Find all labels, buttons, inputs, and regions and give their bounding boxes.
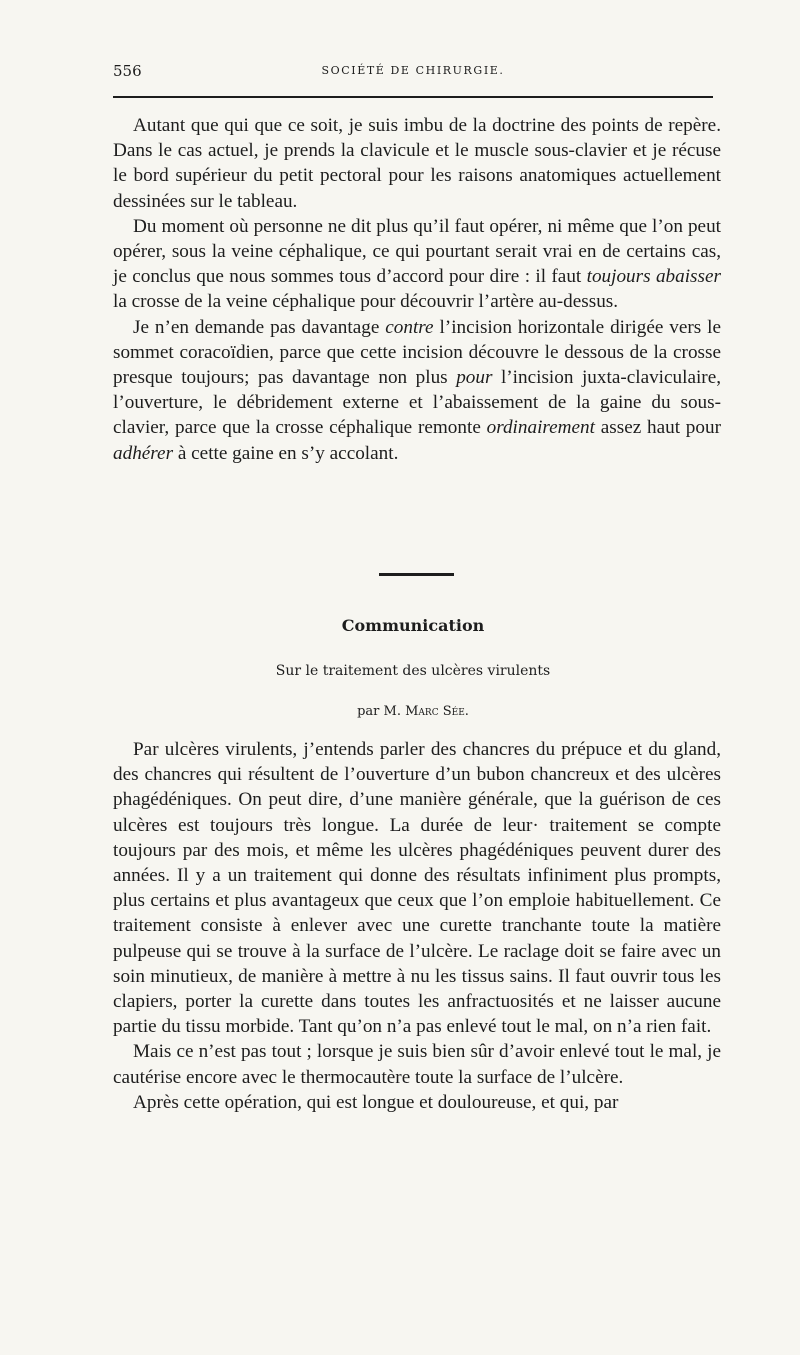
paragraph: Autant que qui que ce soit, je suis imbu de la doctrine des points de repère. Dans le cas actuel, je prends la clavicule et le muscle sous-clavier et je récuse le bord supérieur du petit pectoral pour les raisons anatomiques actuellement dessinées sur le tableau.	[113, 115, 721, 212]
byline	[113, 704, 713, 719]
paragraph	[113, 214, 721, 315]
text-run: assez haut pour	[594, 417, 721, 439]
paragraph: Après cette opération, qui est longue et douloureuse, et qui, par	[133, 1091, 619, 1113]
text-run: la crosse de la veine céphalique pour découvrir l’artère au-dessus.	[113, 291, 619, 313]
text-run: à cette gaine en s’y accolant.	[173, 442, 399, 464]
text-run: l’incision juxta-claviculaire, l’ouverture, le débridement externe et l’abaissement de la gaine du sous-clavier, parce que la crosse céphalique remonte	[113, 367, 722, 439]
emphasis: contre	[385, 316, 434, 338]
emphasis: toujours abaisser	[586, 266, 721, 288]
text-run: Je n’en demande pas davantage	[133, 316, 386, 338]
paragraph: Mais ce n’est pas tout ; lorsque je suis bien sûr d’avoir enlevé tout le mal, je cautérise encore avec le thermocautère toute la surface de l’ulcère.	[113, 1041, 721, 1088]
section-divider	[379, 573, 454, 576]
author-name: Marc Sée.	[405, 704, 469, 719]
article-title: Sur le traitement des ulcères virulents	[275, 663, 551, 679]
lower-section	[113, 737, 721, 1115]
emphasis: pour	[456, 367, 493, 389]
upper-section	[113, 113, 721, 466]
running-head	[113, 62, 713, 86]
journal-title: SOCIÉTÉ DE CHIRURGIE.	[321, 64, 505, 77]
text-run: Du moment où personne ne dit plus qu’il faut opérer, ni même que l’on peut opérer, sous la veine céphalique, ce qui pourtant serait vrai en de certains cas, je conclus que nous sommes tous d’accord pour dire : il faut	[113, 215, 721, 288]
paragraph	[113, 315, 721, 466]
header-rule	[113, 96, 713, 98]
text-run: l’incision horizontale dirigée vers le sommet coracoïdien, parce que cette incision découvre le dessous de la crosse presque toujours; pas davantage non plus	[113, 316, 721, 389]
paragraph: Par ulcères virulents, j’entends parler des chancres du prépuce et du gland, des chancres qui résultent de l’ouverture d’un bubon chancreux et des ulcères phagédéniques. On peut dire, d’une manière générale, que la guérison de ces ulcères est toujours très longue. La durée de leur· traitement se compte toujours par des mois, et même les ulcères phagédéniques peuvent durer des années. Il y a un traitement qui donne des résultats infiniment plus prompts, plus certains et plus avantageux que ceux que l’on emploie habituellement. Ce traitement consiste à enlever avec une curette tranchante toute la matière pulpeuse qui se trouve à la surface de l’ulcère. Le raclage doit se faire avec un soin minutieux, de manière à mettre à nu les tissus sains. Il faut ouvrir tous les clapiers, porter la curette dans toutes les anfractuosités et ne laisser aucune partie du tissu morbide. Tant qu’on n’a pas enlevé tout le mal, on n’a rien fait.	[113, 739, 721, 1038]
section-heading: Communication	[341, 616, 485, 635]
byline-prefix: par M.	[357, 704, 401, 719]
emphasis: ordinairement	[486, 417, 595, 439]
emphasis: adhérer	[113, 442, 174, 464]
page-number: 556	[113, 62, 142, 80]
